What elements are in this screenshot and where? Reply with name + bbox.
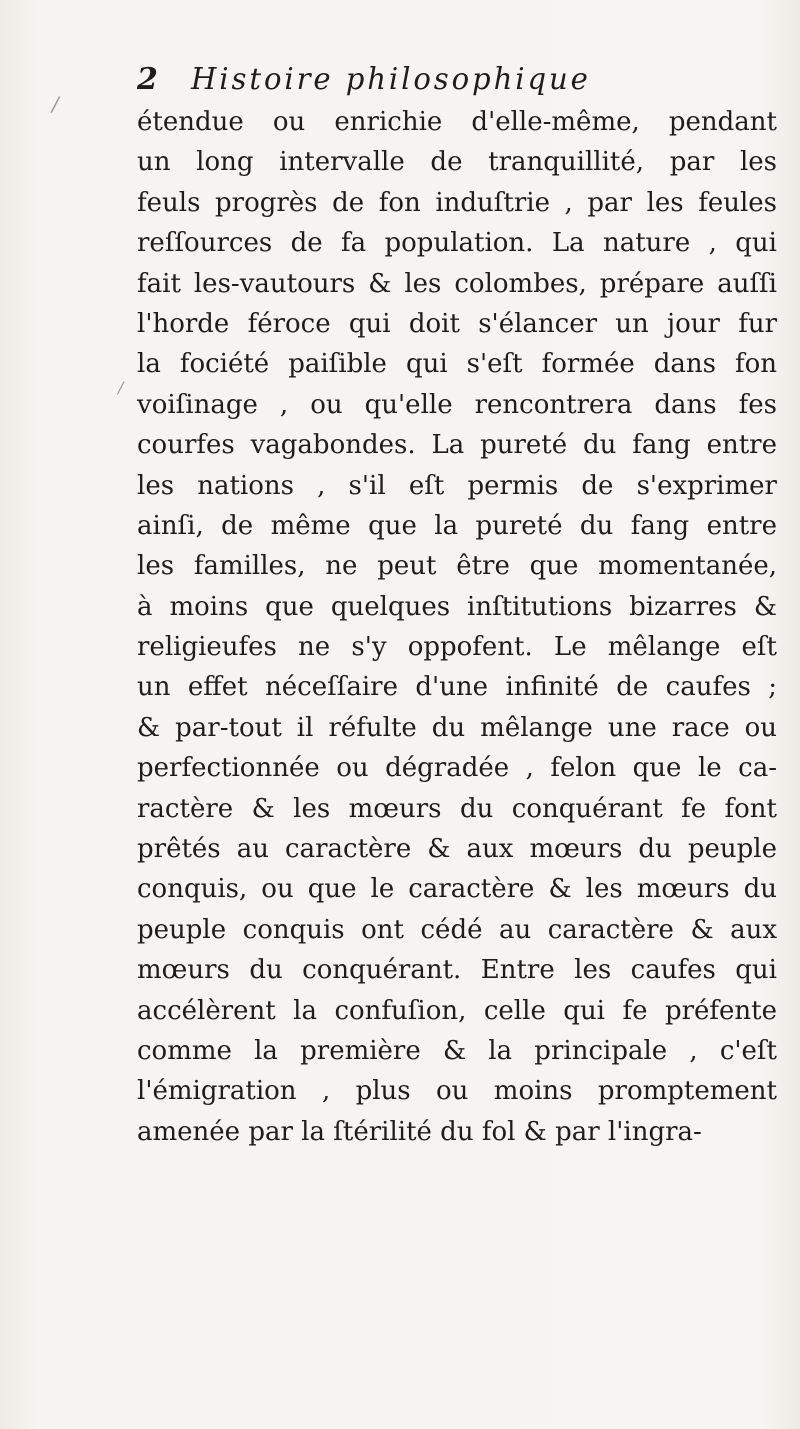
text-line: religieufes ne s'y oppofent. Le mêlange eſt [137,632,777,663]
margin-pencil-mark: / [52,92,59,116]
running-head: Histoire philosophique [191,62,591,97]
text-line: ractère & les mœurs du conquérant fe font [137,793,777,824]
text-line: mœurs du conquérant. Entre les caufes qui [137,955,777,986]
text-line: à moins que quelques inſtitutions bizarres & [137,591,777,622]
text-line: les nations , s'il eſt permis de s'exprimer [137,470,777,501]
text-line: la fociété paiſible qui s'eſt formée dans fon [137,349,777,380]
text-line: perfectionnée ou dégradée , felon que le ca- [137,753,777,784]
text-line: voiſinage , ou qu'elle rencontrera dans fes [137,389,777,420]
text-line: accélèrent la confuſion, celle qui fe préfente [137,995,777,1026]
text-line: feuls progrès de fon induſtrie , par les feules [137,187,777,218]
text-line: comme la première & la principale , c'eſt [137,1035,777,1066]
body-text [137,102,777,1152]
text-line: étendue ou enrichie d'elle-même, pendant [137,107,777,137]
text-line: l'horde féroce qui doit s'élancer un jour fur [137,308,777,339]
text-line: amenée par la ſtérilité du fol & par l'ingra- [137,1116,702,1147]
text-line: conquis, ou que le caractère & les mœurs du [137,874,777,905]
text-line: fait les-vautours & les colombes, prépare auſſi [137,268,777,299]
text-line: un effet néceſſaire d'une infinité de caufes ; [137,672,777,703]
text-line: un long intervalle de tranquillité, par les [137,147,777,178]
text-line: & par-tout il réfulte du mêlange une race ou [137,712,777,743]
page-header [137,58,777,102]
text-line: prêtés au caractère & aux mœurs du peuple [137,834,777,865]
text-line: l'émigration , plus ou moins promptement [137,1076,777,1107]
text-line: peuple conquis ont cédé au caractère & aux [137,914,777,945]
margin-pencil-mark: / [118,378,124,397]
text-line: courfes vagabondes. La pureté du fang entre [137,430,777,461]
text-line: les familles, ne peut être que momentanée, [137,551,777,582]
text-line: ainſi, de même que la pureté du fang entre [137,510,777,541]
page-number: 2 [137,62,158,97]
text-line: reſſources de fa population. La nature , qui [137,228,777,259]
